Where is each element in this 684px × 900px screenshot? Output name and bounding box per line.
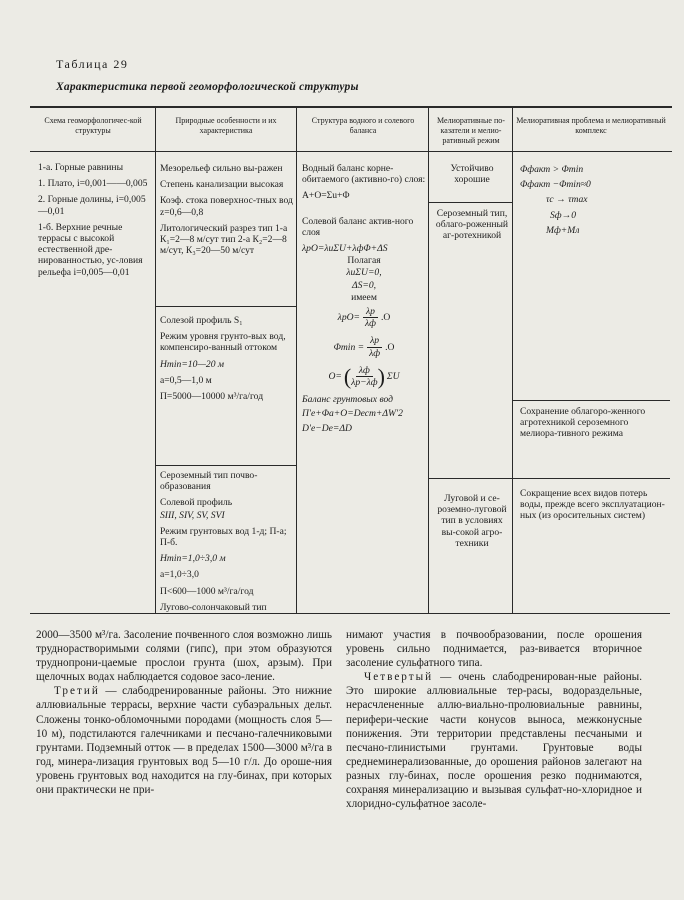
col-natural-features-2 xyxy=(160,315,294,407)
feature-runoff: Коэф. стока поверхнос-тных вод z=0,6—0,8 xyxy=(160,195,293,218)
table-title: Характеристика первой геоморфологической структуры xyxy=(56,81,359,93)
problem-formula-3: τc → τmax xyxy=(546,194,588,206)
table-caption: Таблица 29 xyxy=(56,57,129,71)
problem-formula-5: Mф+Mл xyxy=(546,224,580,236)
formula-o: λpO= λp λф .O xyxy=(337,306,391,330)
feature-mesorelief: Мезорельеф сильно вы-ражен xyxy=(160,163,283,174)
column-divider-1 xyxy=(155,107,156,613)
problem-preserve: Сохранение облагоро-женного агротехникой сероземного мелиора-тивного режима xyxy=(520,406,646,440)
col-problem-2 xyxy=(520,406,666,445)
problem-formula-4: Sф→0 xyxy=(550,209,576,221)
feature-p: П=5000—10000 м³/га/год xyxy=(160,391,264,403)
header-reclamation-problem: Мелиоративная проблема и мелиоративный комплекс xyxy=(516,116,666,135)
col-scheme xyxy=(38,162,152,283)
col-problem xyxy=(520,164,666,240)
feature-meadow-type: Лугово-солончаковый тип xyxy=(160,601,267,613)
problem-formula-2: Φфакт −Φmin≈0 xyxy=(520,179,591,191)
col-natural-features xyxy=(160,163,294,261)
feature-p-2: П<600—1000 м³/га/год xyxy=(160,585,254,597)
term-fourth: Четвертый xyxy=(364,671,434,684)
column-divider-3 xyxy=(428,107,429,613)
row-divider-a xyxy=(155,306,296,307)
balance-groundwater-eq: П'e+Φa+O=Dест+ΔW'2 xyxy=(302,408,403,420)
header-water-salt-balance: Структура водного и солевого баланса xyxy=(311,116,415,135)
col-balance xyxy=(302,163,426,439)
col-problem-3 xyxy=(520,488,666,527)
feature-salt-profile-2: Солевой профиль xyxy=(160,497,233,509)
paragraph-continuation: нимают участия в почвообразовании, после орошения уровень сильно поднимается, раз-вивается вторичное засоление сульфатного типа. xyxy=(346,629,642,670)
scheme-item-plateau: 1. Плато, i=0,001——0,005 xyxy=(38,178,148,190)
header-scheme: Схема геоморфологичес-кой структуры xyxy=(44,116,142,135)
indicator-meadow: Луговой и се-роземно-луговой тип в условиях вы-сокой агро-техники xyxy=(437,493,507,549)
feature-hmin-2: Hmin=1,0÷3,0 м xyxy=(160,553,226,565)
feature-canalization: Степень канализации высокая xyxy=(160,179,284,191)
balance-assume-1: λuΣU=0, xyxy=(346,267,382,279)
col-natural-features-3 xyxy=(160,470,294,618)
formula-phi-min: Φmin = λp λф .O xyxy=(333,335,395,359)
col-indicators-3 xyxy=(434,493,510,554)
table-top-rule xyxy=(30,106,672,108)
column-divider-4 xyxy=(512,107,513,613)
formula-o-sum: O= ( λф λp−λф ) ΣU xyxy=(328,363,400,389)
balance-groundwater-text: Баланс грунтовых вод xyxy=(302,394,394,406)
scheme-item-1a: 1-а. Горные равнины xyxy=(38,162,124,173)
feature-serozem-type: Сероземный тип почво-образования xyxy=(160,470,258,493)
balance-water-text: Водный баланс корне-обитаемого (активно-го) слоя: xyxy=(302,163,426,186)
balance-water-eq: A+O=Σu+Φ xyxy=(302,190,350,202)
table-bottom-rule xyxy=(30,613,670,614)
indicator-stable: Устойчиво хорошие xyxy=(450,163,494,186)
balance-delta-eq: D'e−De=ΔD xyxy=(302,422,352,434)
feature-lithology: Литологический разрез тип 1-а К₁=2—8 м/сут тип 2-а К₂=2—8 м/сут, К₃=20—50 м/сут xyxy=(160,222,288,257)
feature-alpha-2: a=1,0÷3,0 xyxy=(160,569,199,581)
col-indicators-2 xyxy=(434,208,510,247)
problem-reduce-losses: Сокращение всех видов потерь воды, прежде всего эксплуатацион-ных (из оросительных систем) xyxy=(520,488,665,522)
feature-hmin: Hmin=10—20 м xyxy=(160,358,225,370)
body-left-column xyxy=(36,628,332,797)
row-divider-c xyxy=(428,202,512,203)
term-third: Третий xyxy=(54,685,100,698)
header-reclamation-indicators: Мелиоративные по-казатели и мелио-ративный режим xyxy=(437,116,505,145)
column-divider-2 xyxy=(296,107,297,613)
table-header-rule xyxy=(30,151,672,152)
feature-salt-profile: Солезой профиль S₁ xyxy=(160,315,243,326)
feature-alpha: a=0,5—1,0 м xyxy=(160,374,212,386)
feature-gw-regime-2: Режим грунтовых вод 1-д; П-а; П-б. xyxy=(160,525,287,549)
balance-assume-2: ΔS=0, xyxy=(351,279,377,291)
balance-salt-text: Солевой баланс актив-ного слоя xyxy=(302,215,414,238)
row-divider-b xyxy=(155,465,296,466)
paragraph-fourth: Четвертый — очень слабодренирован-ные районы. Это широкие аллювиальные тер-расы, водораздельные, нерасчлененные аллю-виально-пролювиальные равнины, перифери-ческие части конусов выноса, межконусные понижения. Эти территории представлены песчаными и песчано-глинистыми грунтами. Грунтовые воды среднеминерализованные, до орошения районов залегают на разных глу-бинах, после орошения резко поднимаются, сохраняя минерализацию и вызывая сульфат-но-хлоридное и хлоридно-сульфатное засоле- xyxy=(346,671,642,811)
problem-formula-1: Φфакт > Φmin xyxy=(520,164,584,175)
balance-salt-eq: λpO=λuΣU+λфΦ+ΔS xyxy=(302,243,388,255)
body-right-column xyxy=(346,628,642,811)
header-natural-features: Природные особенности и их характеристика xyxy=(175,116,277,135)
scheme-item-valleys: 2. Горные долины, i=0,005—0,01 xyxy=(38,194,146,217)
row-divider-f xyxy=(512,478,670,479)
row-divider-d xyxy=(428,478,512,479)
scheme-item-1b: 1-б. Верхние речные террасы с высокой естественной дре-нированностью, ус-ловия рельефа i=0,005—0,01 xyxy=(38,221,143,278)
balance-assume: Полагая xyxy=(347,255,381,267)
feature-gw-regime: Режим уровня грунто-вых вод, компенсиро-ванный оттоком xyxy=(160,331,286,354)
feature-salt-profiles-list: SIII, SIV, SV, SVI xyxy=(160,509,225,521)
indicator-serozem: Сероземный тип, облаго-роженный аг-ротехникой xyxy=(435,208,509,242)
paragraph-third: Третий — слабодренированные районы. Это нижние аллювиальные террасы, верхние части субаэральных дельт. Сложены тонко-обломочными породами (мощность слоя 5—10 м), подстилаются галечниками и песчано-галечниковыми грунтами. Подземный отток — в пределах 1500—3000 м³/га в год, минера-лизация грунтовых вод 5—10 г/л. До ороше-ния уровень грунтовых вод находится на глу-бинах, при которых они практически не при- xyxy=(36,685,332,797)
balance-have: имеем xyxy=(351,291,377,303)
paragraph-salinity: 2000—3500 м³/га. Засоление почвенного слоя возможно лишь труднорастворимыми солями (гипс), при этом образуются труднопрони-цаемые прослои грунта (шох, арзым). При щелочных водах наблюдается содовое засо-ление. xyxy=(36,629,332,684)
row-divider-e xyxy=(512,400,670,401)
col-indicators xyxy=(434,163,510,190)
